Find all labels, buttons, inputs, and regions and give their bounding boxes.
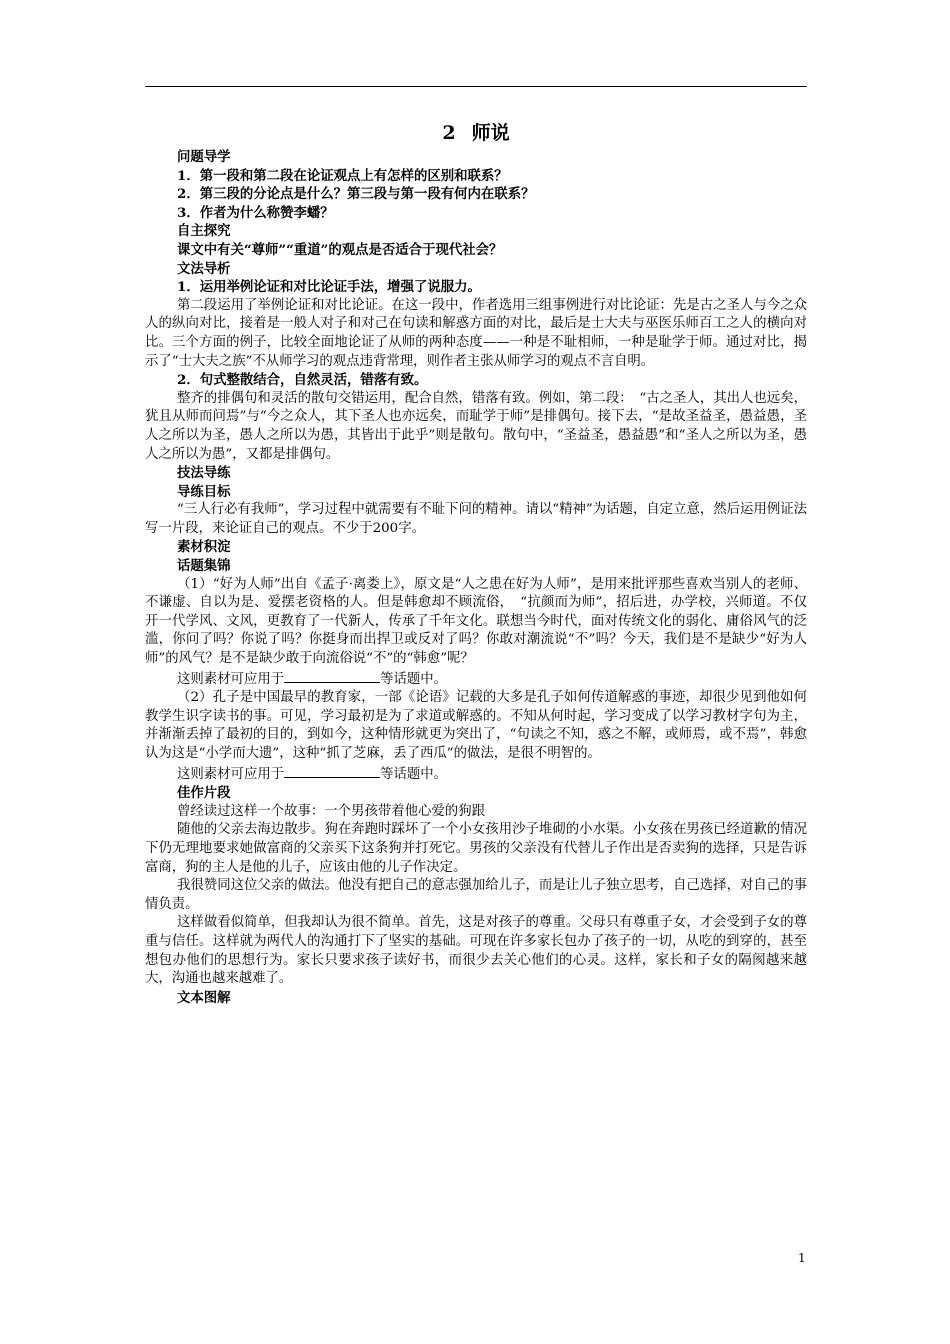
section-heading-wenben: 文本图解 (177, 989, 231, 1006)
section-heading-jiazuo: 佳作片段 (177, 785, 231, 802)
page-title (145, 120, 807, 146)
essay-paragraph: 随他的父亲去海边散步。狗在奔跑时踩坏了一个小女孩用沙子堆砌的小水渠。小女孩在男孩已经道歉的情况下仍无理地要求她做富商的父亲买下这条狗并打死它。男孩的父亲没有代替儿子作出是否卖狗的选择，只是告诉富商，狗的主人是他的儿子，应该由他的儿子作决定。 (145, 822, 807, 875)
material-apply-line (145, 764, 807, 785)
question-item: 3．作者为什么称赞李蟠？ (177, 204, 334, 221)
page-number: 1 (798, 1251, 806, 1265)
apply-prefix: 这则素材可应用于 (177, 671, 285, 687)
section-heading-jifa: 技法导练 (177, 465, 231, 482)
analysis-paragraph: 第二段运用了举例论证和对比论证。在这一段中，作者选用三组事例进行对比论证：先是古之圣人与今之众人的纵向对比，接着是一般人对子和对己在句读和解惑方面的对比，最后是士大夫与巫医乐师百工之人的横向对比。三个方面的例子，比较全面地论证了从师的两种态度——一种是不耻相师，一种是耻学于师。通过对比，揭示了“士大夫之族”不从师学习的观点违背常理，则作者主张从师学习的观点不言自明。 (145, 297, 807, 369)
essay-line: 曾经读过这样一个故事：一个男孩带着他心爱的狗跟 (177, 803, 485, 819)
lesson-number: 2 (442, 122, 456, 144)
analysis-point: 1．运用举例论证和对比论证手法，增强了说服力。 (177, 279, 481, 296)
material-apply-line (145, 669, 807, 690)
lesson-title: 师说 (471, 122, 510, 144)
section-heading-wenfa: 文法导析 (177, 260, 231, 277)
analysis-paragraph: 整齐的排偶句和灵活的散句交错运用，配合自然，错落有致。例如，第二段： “古之圣人，其出人也远矣，犹且从师而问焉”与“今之众人，其下圣人也亦远矣，而耻学于师”是排偶句。接下去，“是故圣益圣，愚益愚，圣人之所以为圣，愚人之所以为愚，其皆出于此乎”则是散句。散句中，“圣益圣，愚益愚”和“圣人之所以为圣，愚人之所以为愚”，又都是排偶句。 (145, 390, 807, 462)
section-heading-zizhu: 自主探究 (177, 223, 231, 240)
apply-suffix: 等话题中。 (380, 671, 448, 687)
fill-blank (284, 669, 380, 683)
section-heading-sucai: 素材积淀 (177, 539, 231, 556)
subheading-huati: 话题集锦 (177, 558, 231, 575)
inquiry-question: 课文中有关“尊师”“重道”的观点是否适合于现代社会？ (177, 241, 503, 258)
document-body (145, 120, 807, 1007)
apply-prefix: 这则素材可应用于 (177, 766, 285, 782)
essay-paragraph: 这样做看似简单，但我却认为很不简单。首先，这是对孩子的尊重。父母只有尊重子女，才会受到子女的尊重与信任。这样就为两代人的沟通打下了坚实的基础。可现在许多家长包办了孩子的一切，从吃的到穿的，甚至想包办他们的思想行为。家长只要求孩子读好书，而很少去关心他们的心灵。这样，家长和子女的隔阂越来越大，沟通也越来越难了。 (145, 915, 807, 987)
material-item: （1）“好为人师”出自《孟子·离娄上》，原文是“人之患在好为人师”，是用来批评那些喜欢当别人的老师、不谦虚、自以为是、爱摆老资格的人。但是韩愈却不顾流俗， “抗颜而为师”，招后进，办学校，兴师道。不仅开一代学风、文风，更教育了一代新人，传承了千年文化。联想当今时代，面对传统文化的弱化、庸俗风气的泛滥，你问了吗？你说了吗？你挺身而出捍卫或反对了吗？你敢对潮流说“不”吗？今天，我们是不是缺少“好为人师”的风气？是不是缺少敢于向流俗说“不”的“韩愈”呢？ (145, 576, 807, 667)
analysis-point: 2．句式整散结合，自然灵活，错落有致。 (177, 372, 428, 389)
apply-suffix: 等话题中。 (380, 766, 448, 782)
section-heading-wenti: 问题导学 (177, 149, 231, 165)
material-item: （2）孔子是中国最早的教育家，一部《论语》记载的大多是孔子如何传道解惑的事迹，却很少见到他如何教学生识字读书的事。可见，学习最初是为了求道或解惑的。不知从何时起，学习变成了以学习教材字句为主，并渐渐丢掉了最初的目的，到如今，这种情形就更为突出了，“句读之不知，惑之不解，或师焉，或不焉”，韩愈认为这是“小学而大遗”，这种“抓了芝麻，丢了西瓜”的做法，是很不明智的。 (145, 690, 807, 761)
question-item: 2．第三段的分论点是什么？第三段与第一段有何内在联系？ (177, 186, 535, 203)
question-item: 1．第一段和第二段在论证观点上有怎样的区别和联系？ (177, 167, 508, 184)
subheading-daolian: 导练目标 (177, 483, 231, 500)
fill-blank (284, 764, 380, 778)
practice-paragraph: “三人行必有我师”，学习过程中就需要有不耻下问的精神。请以“精神”为话题，自定立意，然后运用例证法写一片段，来论证自己的观点。不少于200字。 (145, 502, 807, 536)
header-rule (145, 86, 807, 87)
essay-paragraph: 我很赞同这位父亲的做法。他没有把自己的意志强加给儿子，而是让儿子独立思考，自己选择，对自己的事情负责。 (145, 878, 807, 912)
